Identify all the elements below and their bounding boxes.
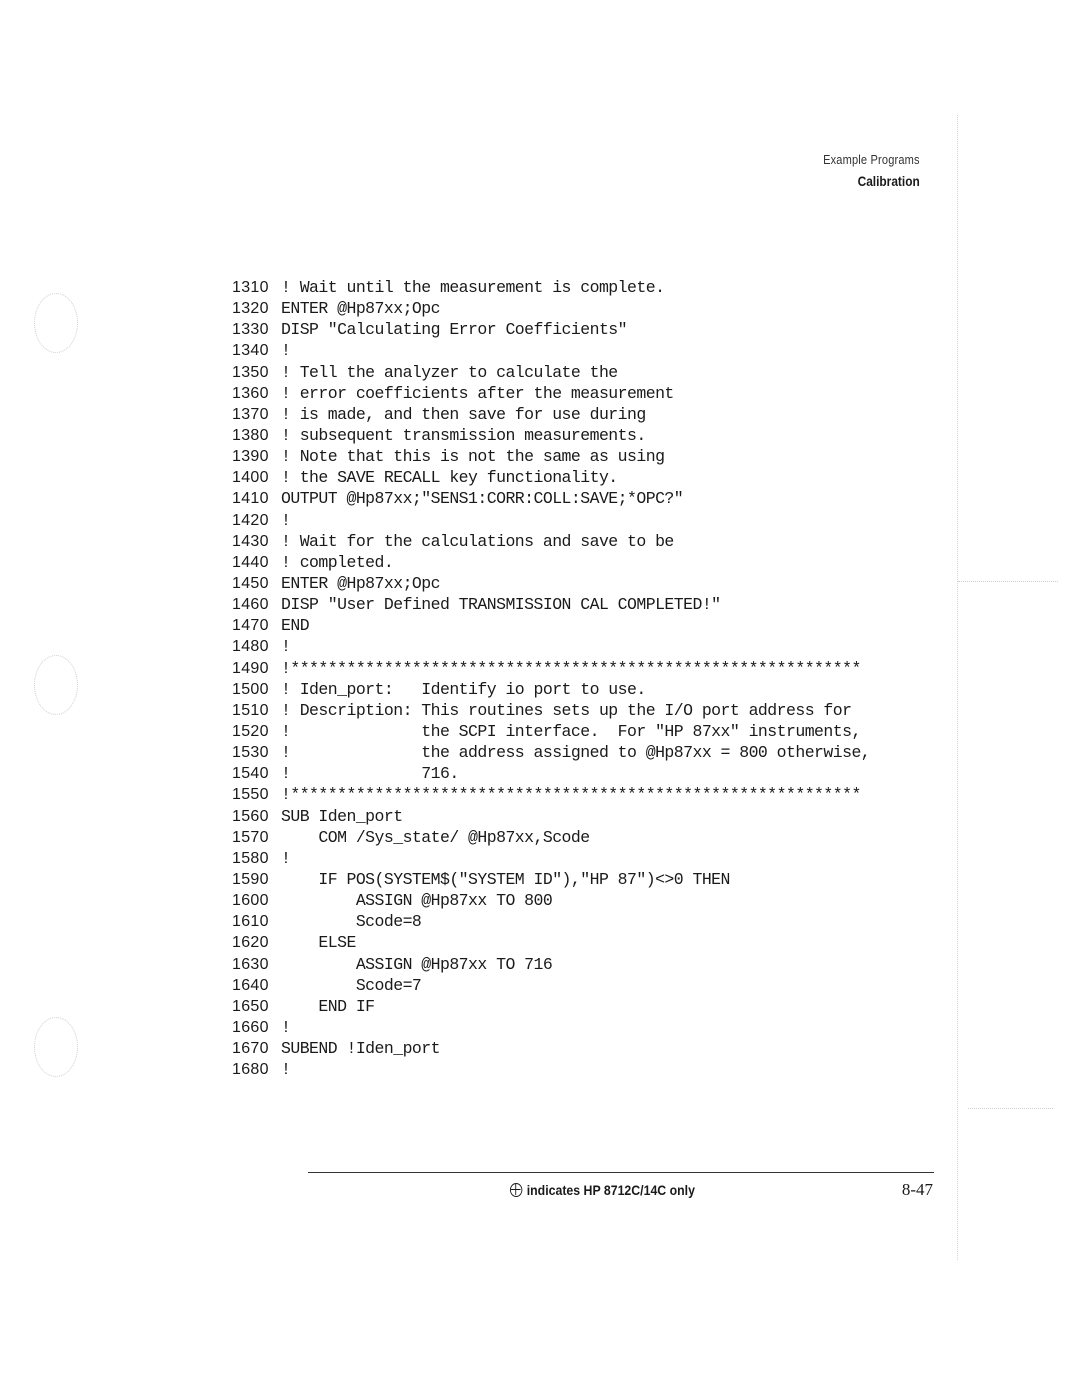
code-line xyxy=(232,298,870,319)
header-section: Example Programs xyxy=(823,152,920,167)
line-number: 1570 xyxy=(232,828,269,846)
code-line xyxy=(232,763,870,784)
line-number: 1450 xyxy=(232,574,269,592)
line-text: ! xyxy=(281,848,291,868)
punch-hole xyxy=(34,293,78,353)
line-number: 1390 xyxy=(232,448,269,466)
code-line xyxy=(232,277,870,298)
line-text: SUB Iden_port xyxy=(281,806,403,826)
line-text: ! the SAVE RECALL key functionality. xyxy=(281,468,618,488)
line-number: 1490 xyxy=(232,659,269,677)
line-number: 1430 xyxy=(232,532,269,550)
code-line xyxy=(232,996,870,1017)
code-line xyxy=(232,827,870,848)
line-number: 1510 xyxy=(232,701,269,719)
line-number: 1620 xyxy=(232,934,269,952)
code-line xyxy=(232,679,870,700)
code-line xyxy=(232,488,870,509)
code-line xyxy=(232,467,870,488)
code-line xyxy=(232,636,870,657)
code-listing xyxy=(232,277,870,1080)
code-line xyxy=(232,954,870,975)
code-line xyxy=(232,975,870,996)
line-text: ENTER @Hp87xx;Opc xyxy=(281,299,440,319)
line-text: ASSIGN @Hp87xx TO 716 xyxy=(281,954,553,974)
line-text: END IF xyxy=(281,996,375,1016)
code-line xyxy=(232,848,870,869)
line-text: ! xyxy=(281,1017,291,1037)
line-text: ! the address assigned to @Hp87xx = 800 otherwise, xyxy=(281,743,871,763)
line-number: 1410 xyxy=(232,490,269,508)
code-line xyxy=(232,658,870,679)
line-text: ENTER @Hp87xx;Opc xyxy=(281,573,440,593)
running-header xyxy=(806,152,920,189)
line-text: ! xyxy=(281,637,291,657)
footer-note xyxy=(510,1182,695,1198)
line-number: 1680 xyxy=(232,1061,269,1079)
line-number: 1480 xyxy=(232,638,269,656)
line-number: 1470 xyxy=(232,617,269,635)
line-text: ! completed. xyxy=(281,552,394,572)
page-edge-line xyxy=(957,115,958,1260)
line-number: 1640 xyxy=(232,976,269,994)
punch-hole xyxy=(34,655,78,715)
line-text: Scode=7 xyxy=(281,975,422,995)
line-text: ! the SCPI interface. For "HP 87xx" instruments, xyxy=(281,721,861,741)
line-text: ! Wait until the measurement is complete. xyxy=(281,278,665,297)
line-number: 1580 xyxy=(232,849,269,867)
line-number: 1460 xyxy=(232,596,269,614)
footer-note-text: indicates HP 8712C/14C only xyxy=(526,1182,695,1198)
line-text: DISP "User Defined TRANSMISSION CAL COMPLETED!" xyxy=(281,595,721,615)
line-text: ! xyxy=(281,1060,291,1080)
line-number: 1660 xyxy=(232,1018,269,1036)
line-text: ! is made, and then save for use during xyxy=(281,404,646,424)
code-line xyxy=(232,1059,870,1080)
code-line xyxy=(232,721,870,742)
line-text: ! Iden_port: Identify io port to use. xyxy=(281,679,646,699)
line-number: 1670 xyxy=(232,1040,269,1058)
line-number: 1320 xyxy=(232,300,269,318)
line-number: 1610 xyxy=(232,913,269,931)
line-number: 1500 xyxy=(232,680,269,698)
line-text: ELSE xyxy=(281,933,356,953)
line-number: 1420 xyxy=(232,511,269,529)
code-line xyxy=(232,890,870,911)
code-line xyxy=(232,932,870,953)
code-line xyxy=(232,594,870,615)
line-number: 1440 xyxy=(232,553,269,571)
page-edge-mark xyxy=(958,581,1058,582)
line-text: ! Description: This routines sets up the I/O port address for xyxy=(281,700,852,720)
line-number: 1350 xyxy=(232,363,269,381)
line-text: SUBEND !Iden_port xyxy=(281,1039,440,1059)
code-line xyxy=(232,340,870,361)
punch-hole xyxy=(34,1017,78,1077)
line-text: COM /Sys_state/ @Hp87xx,Scode xyxy=(281,827,590,847)
code-line xyxy=(232,319,870,340)
line-text: ! Tell the analyzer to calculate the xyxy=(281,362,618,382)
code-line xyxy=(232,552,870,573)
page-number: 8-47 xyxy=(901,1180,933,1199)
line-number: 1380 xyxy=(232,426,269,444)
line-number: 1590 xyxy=(232,870,269,888)
code-line xyxy=(232,510,870,531)
line-text: ! subsequent transmission measurements. xyxy=(281,425,646,445)
line-text: DISP "Calculating Error Coefficients" xyxy=(281,320,628,340)
code-line xyxy=(232,911,870,932)
header-chapter: Calibration xyxy=(857,173,920,189)
line-text: ! error coefficients after the measurement xyxy=(281,383,674,403)
code-line xyxy=(232,742,870,763)
code-line xyxy=(232,1038,870,1059)
code-line xyxy=(232,1017,870,1038)
line-number: 1340 xyxy=(232,342,269,360)
line-text: ! Wait for the calculations and save to be xyxy=(281,531,674,551)
code-line xyxy=(232,784,870,805)
line-number: 1550 xyxy=(232,786,269,804)
line-text: ! Note that this is not the same as using xyxy=(281,447,665,467)
hp-8712c-14c-symbol-icon xyxy=(510,1183,522,1197)
code-line xyxy=(232,425,870,446)
line-number: 1520 xyxy=(232,722,269,740)
code-line xyxy=(232,362,870,383)
line-text: ASSIGN @Hp87xx TO 800 xyxy=(281,891,553,911)
line-text: !************************************************************* xyxy=(281,785,861,805)
line-text: ! 716. xyxy=(281,764,459,784)
line-number: 1540 xyxy=(232,765,269,783)
code-line xyxy=(232,806,870,827)
line-number: 1560 xyxy=(232,807,269,825)
line-number: 1600 xyxy=(232,892,269,910)
line-text: IF POS(SYSTEM$("SYSTEM ID"),"HP 87")<>0 THEN xyxy=(281,869,730,889)
code-line xyxy=(232,869,870,890)
code-line xyxy=(232,531,870,552)
line-text: ! xyxy=(281,341,291,361)
line-number: 1530 xyxy=(232,744,269,762)
line-text: OUTPUT @Hp87xx;"SENS1:CORR:COLL:SAVE;*OPC?" xyxy=(281,489,684,509)
line-number: 1400 xyxy=(232,469,269,487)
code-line xyxy=(232,404,870,425)
page-edge-mark xyxy=(968,1108,1053,1109)
line-number: 1370 xyxy=(232,405,269,423)
code-line xyxy=(232,615,870,636)
code-line xyxy=(232,383,870,404)
line-text: Scode=8 xyxy=(281,912,422,932)
footer-rule xyxy=(308,1172,934,1173)
line-number: 1650 xyxy=(232,997,269,1015)
code-line xyxy=(232,700,870,721)
line-text: !************************************************************* xyxy=(281,658,861,678)
line-number: 1330 xyxy=(232,321,269,339)
line-number: 1630 xyxy=(232,955,269,973)
code-line xyxy=(232,446,870,467)
line-number: 1310 xyxy=(232,279,269,296)
line-text: ! xyxy=(281,510,291,530)
line-number: 1360 xyxy=(232,384,269,402)
line-text: END xyxy=(281,616,310,636)
code-line xyxy=(232,573,870,594)
